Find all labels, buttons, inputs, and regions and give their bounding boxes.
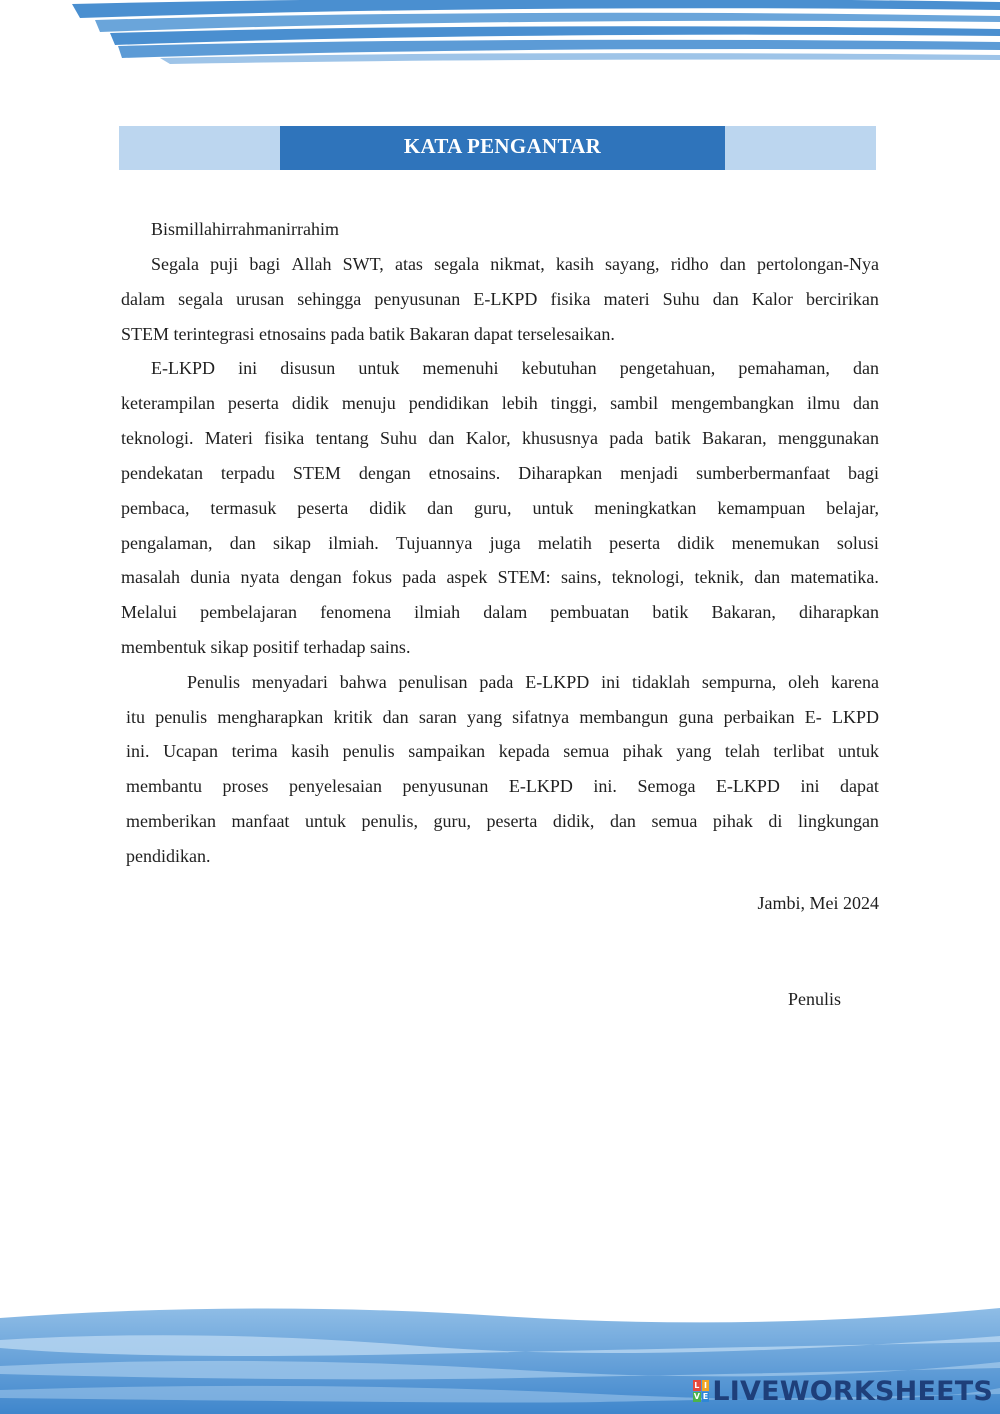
badge-letter: V — [693, 1392, 700, 1402]
place-date: Jambi, Mei 2024 — [757, 893, 879, 913]
paragraph-line: STEM terintegrasi etnosains pada batik Bakaran dapat terselesaikan. — [121, 324, 615, 344]
paragraph-line: keterampilan peserta didik menuju pendidikan lebih tinggi, sambil mengembangkan ilmu dan — [121, 393, 879, 413]
paragraph-line: ini. Ucapan terima kasih penulis sampaikan kepada semua pihak yang telah terlibat untuk — [126, 741, 879, 761]
greeting: Bismillahirrahmanirrahim — [151, 219, 339, 239]
badge-letter: E — [702, 1392, 709, 1402]
paragraph-line: Penulis menyadari bahwa penulisan pada E-LKPD ini tidaklah sempurna, oleh karena — [187, 672, 879, 692]
paragraph-line: pendekatan terpadu STEM dengan etnosains. Diharapkan menjadi sumberbermanfaat bagi — [121, 463, 879, 483]
paragraph-line: membantu proses penyelesaian penyusunan E-LKPD ini. Semoga E-LKPD ini dapat — [126, 776, 879, 796]
badge-letter: I — [702, 1380, 710, 1391]
signature: Penulis — [788, 989, 842, 1009]
liveworksheets-logo — [693, 1374, 993, 1408]
paragraph-line: teknologi. Materi fisika tentang Suhu dan Kalor, khususnya pada batik Bakaran, menggunakan — [121, 428, 879, 448]
top-wave-decoration — [0, 0, 1000, 70]
liveworksheets-wordmark: LIVEWORKSHEETS — [712, 1375, 993, 1407]
paragraph-line: dalam segala urusan sehingga penyusunan E-LKPD fisika materi Suhu dan Kalor bercirikan — [121, 289, 879, 309]
paragraph-line: E-LKPD ini disusun untuk memenuhi kebutuhan pengetahuan, pemahaman, dan — [151, 358, 879, 378]
paragraph-line: memberikan manfaat untuk penulis, guru, peserta didik, dan semua pihak di lingkungan — [126, 811, 879, 831]
paragraph-line: membentuk sikap positif terhadap sains. — [121, 637, 411, 657]
paragraph-line: pendidikan. — [126, 846, 211, 866]
paragraph-line: pengalaman, dan sikap ilmiah. Tujuannya juga melatih peserta didik menemukan solusi — [121, 533, 879, 553]
title-box — [280, 126, 725, 170]
paragraph-line: Segala puji bagi Allah SWT, atas segala nikmat, kasih sayang, ridho dan pertolongan-Nya — [151, 254, 879, 274]
paragraph-line: itu penulis mengharapkan kritik dan saran yang sifatnya membangun guna perbaikan E- LKPD — [126, 707, 879, 727]
badge-letter: L — [694, 1380, 700, 1390]
page-title: KATA PENGANTAR — [403, 134, 602, 158]
liveworksheets-badge-icon — [693, 1380, 709, 1402]
paragraph-line: pembaca, termasuk peserta didik dan guru, untuk meningkatkan kemampuan belajar, — [121, 498, 879, 518]
paragraph-line: masalah dunia nyata dengan fokus pada aspek STEM: sains, teknologi, teknik, dan matematika. — [121, 567, 879, 587]
paragraph-line: Melalui pembelajaran fenomena ilmiah dalam pembuatan batik Bakaran, diharapkan — [121, 602, 879, 622]
